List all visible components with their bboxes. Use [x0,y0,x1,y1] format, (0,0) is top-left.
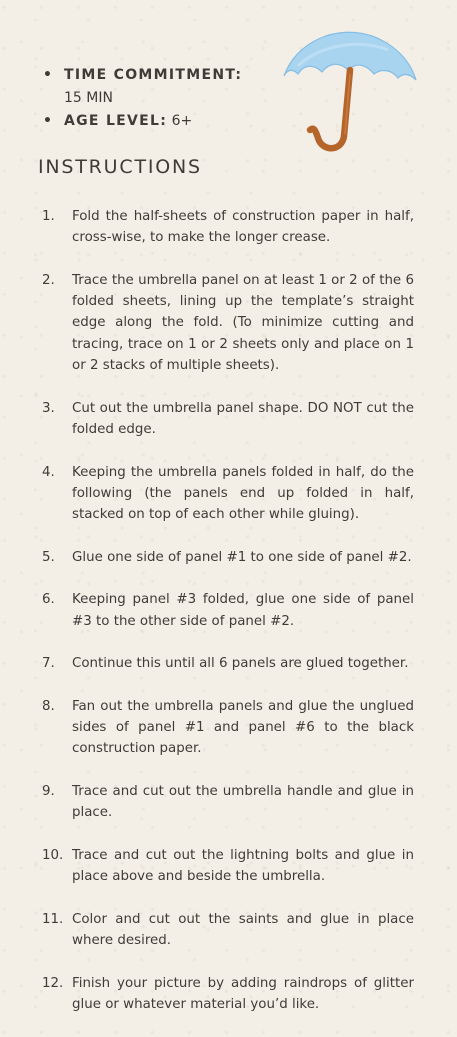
step-text: Finish your picture by adding raindrops of glitter glue or whatever material you’d like. [72,975,414,1012]
craft-details [40,64,280,133]
instructions-list [42,206,414,1037]
step-text: Fold the half-sheets of construction paper in half, cross-wise, to make the longer crease. [72,209,414,246]
instruction-step [42,973,414,1016]
age-level [40,110,280,133]
instruction-step [42,270,414,376]
age-level-label: AGE LEVEL: [64,113,168,129]
instruction-step [42,653,414,674]
time-commitment-label: TIME COMMITMENT: [64,67,243,83]
step-number: 9. [42,784,55,800]
instruction-step [42,206,414,249]
step-text: Keeping the umbrella panels folded in half, do the following (the panels end up folded in half, stacked on top of each other while gluing). [72,464,414,523]
step-text: Glue one side of panel #1 to one side of panel #2. [72,549,412,565]
step-number: 10. [42,847,64,863]
instruction-step [42,781,414,824]
step-text: Fan out the umbrella panels and glue the unglued sides of panel #1 and panel #6 to the black construction paper. [72,698,414,757]
time-commitment-value: 15 MIN [64,90,113,106]
instruction-step [42,845,414,888]
time-commitment [40,64,280,110]
step-number: 12. [42,975,64,991]
step-number: 2. [42,272,55,288]
step-number: 11. [42,911,64,927]
step-number: 1. [42,209,55,224]
umbrella-icon [278,26,418,166]
instruction-step [42,547,414,568]
step-text: Trace and cut out the umbrella handle and glue in place. [72,784,414,821]
instruction-step [42,398,414,441]
bullet-icon: • [43,67,52,83]
step-number: 7. [42,656,55,672]
step-text: Continue this until all 6 panels are glued together. [72,656,409,672]
age-level-value: 6+ [171,113,193,129]
instruction-step [42,462,414,526]
step-text: Trace and cut out the lightning bolts and glue in place above and beside the umbrella. [72,847,414,885]
step-text: Color and cut out the saints and glue in place where desired. [72,911,414,949]
instruction-step [42,696,414,760]
step-text: Keeping panel #3 folded, glue one side of panel #3 to the other side of panel #2. [72,592,414,629]
instruction-step [42,909,414,952]
step-number: 3. [42,400,55,416]
bullet-icon: • [43,113,52,129]
step-text: Cut out the umbrella panel shape. DO NOT cut the folded edge. [72,400,414,437]
instruction-step [42,589,414,632]
step-number: 4. [42,464,55,480]
step-number: 8. [42,698,55,714]
instructions-heading: INSTRUCTIONS [38,156,202,178]
step-number: 5. [42,549,55,565]
step-text: Trace the umbrella panel on at least 1 or 2 of the 6 folded sheets, lining up the template’s straight edge along the fold. (To minimize cutting and tracing, trace on 1 or 2 sheets only and place on 1 or 2 stacks of multiple sheets). [72,272,414,374]
step-number: 6. [42,592,55,608]
